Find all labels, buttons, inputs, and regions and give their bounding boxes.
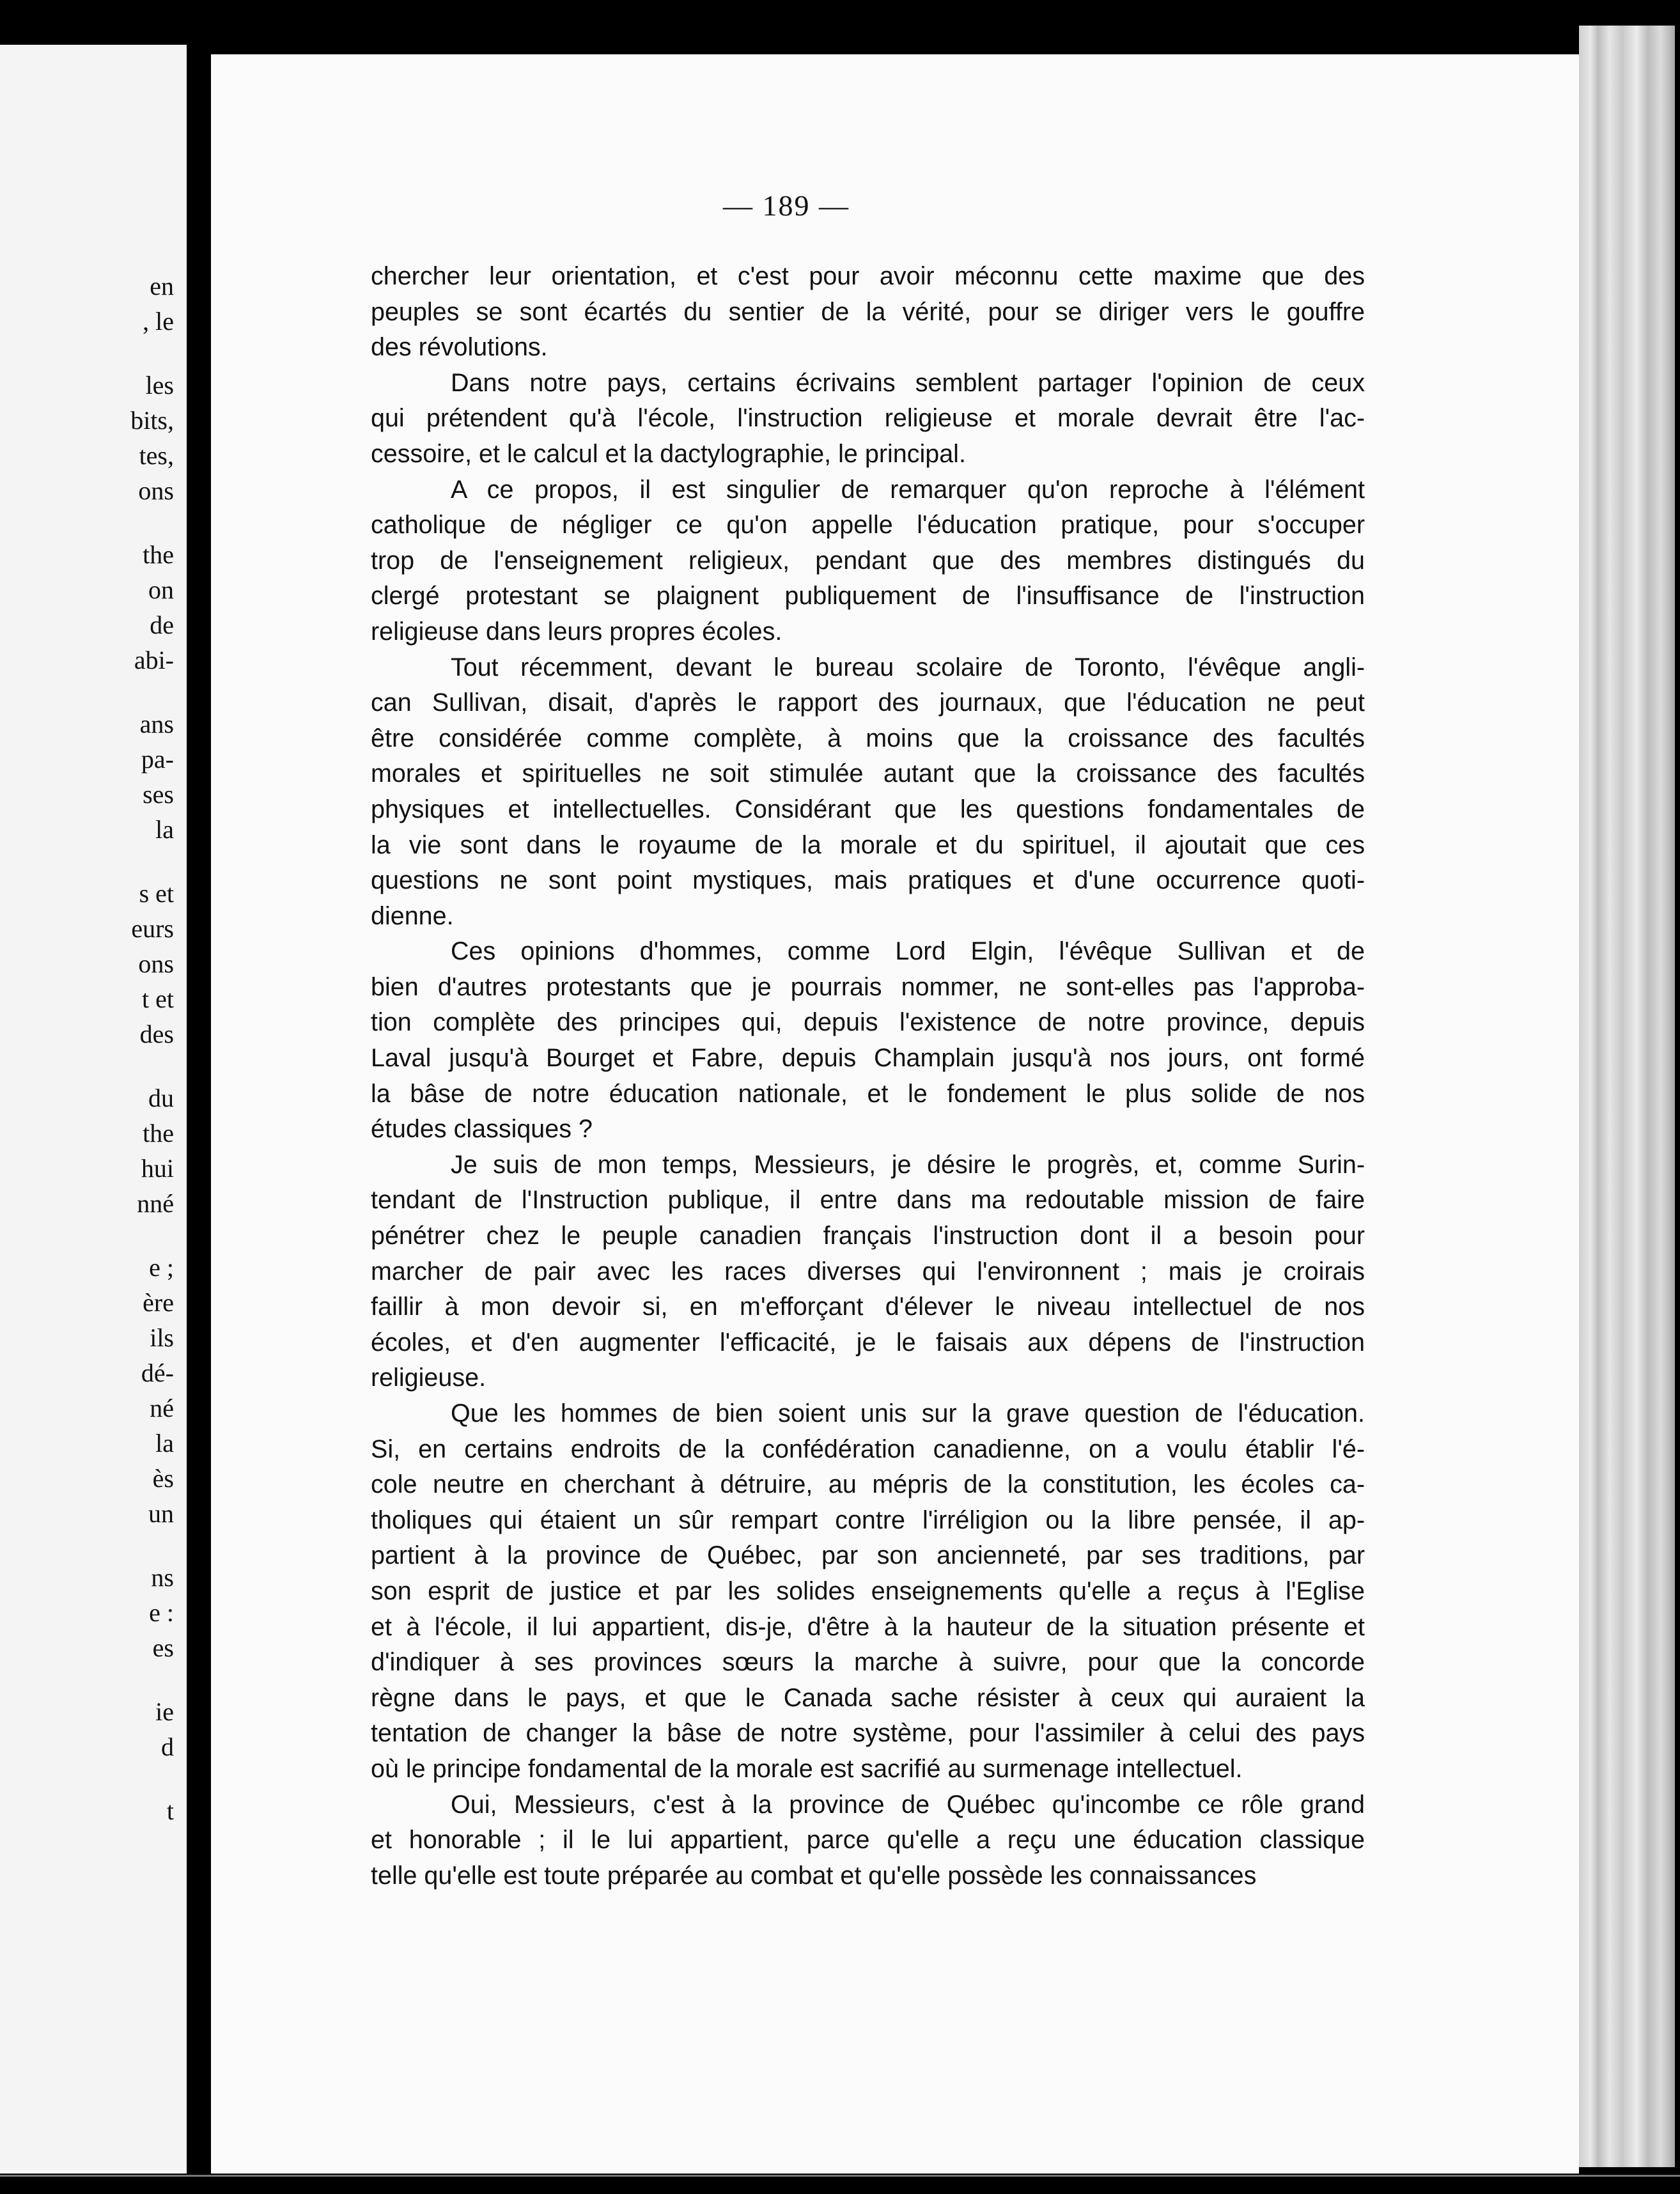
text-line: trop de l'enseignement religieux, pendant que des membres distingués du xyxy=(371,546,1365,575)
text-line: études classiques ? xyxy=(371,1115,593,1144)
fragment-line: ons xyxy=(138,476,174,505)
fragment-line: la xyxy=(155,815,174,844)
text-line: Si, en certains endroits de la confédération canadienne, on a voulu établir l'é- xyxy=(371,1435,1365,1463)
text-line: tholiques qui étaient un sûr rempart contre l'irréligion ou la libre pensée, il ap- xyxy=(371,1505,1365,1534)
fragment-line: pa- xyxy=(141,745,174,774)
fragment-line: on xyxy=(148,575,174,604)
text-line: Que les hommes de bien soient unis sur la grave question de l'éducation. xyxy=(451,1399,1365,1428)
text-line: et à l'école, il lui appartient, dis-je, d'être à la hauteur de la situation présente et xyxy=(371,1612,1365,1641)
text-line: des révolutions. xyxy=(371,333,548,362)
text-line: A ce propos, il est singulier de remarquer qu'on reproche à l'élément xyxy=(451,475,1365,504)
fragment-line: , le xyxy=(143,307,174,336)
fragment-line: ans xyxy=(139,710,174,738)
fragment-line: ie xyxy=(155,1697,174,1726)
fragment-line: t et xyxy=(142,984,174,1013)
fragment-line: les xyxy=(145,371,174,400)
text-line: bien d'autres protestants que je pourrais nommer, ne sont-elles pas l'approba- xyxy=(371,972,1365,1001)
fragment-line: ons xyxy=(138,949,174,978)
text-line: Dans notre pays, certains écrivains semblent partager l'opinion de ceux xyxy=(451,368,1365,397)
text-line: physiques et intellectuelles. Considérant que les questions fondamentales de xyxy=(371,795,1365,823)
paragraph xyxy=(371,259,1365,366)
text-line: Je suis de mon temps, Messieurs, je désire le progrès, et, comme Surin- xyxy=(451,1150,1365,1179)
text-line: la vie sont dans le royaume de la morale et du spirituel, il ajoutait que ces xyxy=(371,830,1365,859)
fragment-line: t xyxy=(166,1796,174,1825)
text-line: religieuse dans leurs propres écoles. xyxy=(371,617,782,646)
text-line: cessoire, et le calcul et la dactylographie, le principal. xyxy=(371,439,966,468)
text-line: morales et spirituelles ne soit stimulée autant que la croissance des facultés xyxy=(371,759,1365,788)
paragraph xyxy=(371,1396,1365,1787)
fragment-line: tes, xyxy=(139,441,174,470)
fragment-line: e : xyxy=(149,1598,174,1627)
fragment-gap xyxy=(8,678,174,706)
fragment-line: né xyxy=(150,1394,174,1422)
paragraph xyxy=(371,934,1365,1148)
text-line: faillir à mon devoir si, en m'efforçant d'élever le niveau intellectuel de nos xyxy=(371,1293,1365,1321)
fragment-line: ès xyxy=(152,1464,174,1493)
fragment-gap xyxy=(8,1531,174,1560)
fragment-line: dé- xyxy=(141,1358,174,1387)
text-line: marcher de pair avec les races diverses qui l'environnent ; mais je croirais xyxy=(371,1257,1365,1286)
fragment-line: e ; xyxy=(149,1253,174,1282)
text-line: être considérée comme complète, à moins que la croissance des facultés xyxy=(371,724,1365,752)
fragment-line: d xyxy=(161,1732,174,1761)
fragment-gap xyxy=(8,1764,174,1793)
text-line: can Sullivan, disait, d'après le rapport des journaux, que l'éducation ne peut xyxy=(371,689,1365,717)
fragment-line: nné xyxy=(137,1189,174,1218)
text-line: où le principe fondamental de la morale est sacrifié au surmenage intellectuel. xyxy=(371,1754,1243,1783)
fragment-line: bits, xyxy=(130,406,174,435)
fragment-line: du xyxy=(148,1084,174,1112)
text-line: peuples se sont écartés du sentier de la vérité, pour se diriger vers le gouffre xyxy=(371,297,1365,326)
fragment-line: ns xyxy=(151,1563,174,1592)
fragment-gap xyxy=(8,339,174,368)
fragment-line: des xyxy=(139,1020,174,1048)
left-facing-page-fragment xyxy=(0,45,187,2174)
text-line: d'indiquer à ses provinces sœurs la marche à suivre, pour que la concorde xyxy=(371,1648,1365,1677)
text-line: clergé protestant se plaignent publiquement de l'insuffisance de l'instruction xyxy=(371,582,1365,611)
page-edges xyxy=(1579,26,1675,2167)
text-line: règne dans le pays, et que le Canada sache résister à ceux qui auraient la xyxy=(371,1683,1365,1712)
text-line: dienne. xyxy=(371,901,454,930)
left-page-line-endings xyxy=(8,268,174,1828)
text-line: la bâse de notre éducation nationale, et le fondement le plus solide de nos xyxy=(371,1079,1365,1108)
fragment-line: ère xyxy=(143,1288,174,1317)
text-line: partient à la province de Québec, par son ancienneté, par ses traditions, par xyxy=(371,1541,1365,1570)
text-line: tentation de changer la bâse de notre système, pour l'assimiler à celui des pays xyxy=(371,1719,1365,1748)
fragment-line: un xyxy=(148,1499,174,1528)
fragment-line: eurs xyxy=(131,914,174,943)
fragment-line: the xyxy=(143,540,174,569)
text-line: Ces opinions d'hommes, comme Lord Elgin, l'évêque Sullivan et de xyxy=(451,937,1365,966)
fragment-gap xyxy=(8,1052,174,1080)
paragraph xyxy=(371,366,1365,472)
fragment-line: hui xyxy=(141,1154,174,1183)
paragraph xyxy=(371,472,1365,650)
paragraph xyxy=(371,1148,1365,1396)
fragment-gap xyxy=(8,508,174,537)
fragment-line: s et xyxy=(139,879,174,908)
text-line: telle qu'elle est toute préparée au combat et qu'elle possède les connaissances xyxy=(371,1861,1257,1890)
text-line: pénétrer chez le peuple canadien français l'instruction dont il a besoin pour xyxy=(371,1222,1365,1250)
fragment-line: de xyxy=(150,611,174,639)
fragment-line: the xyxy=(143,1119,174,1148)
fragment-line: es xyxy=(152,1633,174,1662)
fragment-line: la xyxy=(155,1429,174,1458)
text-line: Tout récemment, devant le bureau scolaire de Toronto, l'évêque angli- xyxy=(451,653,1365,681)
text-line: son esprit de justice et par les solides enseignements qu'elle a reçus à l'Eglise xyxy=(371,1576,1365,1605)
fragment-gap xyxy=(8,1665,174,1694)
fragment-gap xyxy=(8,847,174,876)
paragraph xyxy=(371,1787,1365,1894)
fragment-gap xyxy=(8,1221,174,1250)
text-line: chercher leur orientation, et c'est pour avoir méconnu cette maxime que des xyxy=(371,262,1365,290)
text-line: catholique de négliger ce qu'on appelle l'éducation pratique, pour s'occuper xyxy=(371,511,1365,540)
text-line: tion complète des principes qui, depuis l'existence de notre province, depuis xyxy=(371,1008,1365,1037)
scan-bottom-edge xyxy=(0,2175,1680,2177)
paragraph xyxy=(371,650,1365,935)
text-line: religieuse. xyxy=(371,1364,486,1392)
text-line: tendant de l'Instruction publique, il entre dans ma redoutable mission de faire xyxy=(371,1186,1365,1215)
fragment-line: ils xyxy=(150,1323,174,1352)
text-line: qui prétendent qu'à l'école, l'instruction religieuse et morale devrait être l'ac- xyxy=(371,404,1365,433)
text-line: écoles, et d'en augmenter l'efficacité, je le faisais aux dépens de l'instruction xyxy=(371,1328,1365,1357)
page-number: — 189 — xyxy=(723,189,850,222)
text-line: Oui, Messieurs, c'est à la province de Québec qu'incombe ce rôle grand xyxy=(451,1790,1365,1819)
fragment-line: ses xyxy=(143,780,174,809)
text-line: et honorable ; il le lui appartient, parce qu'elle a reçu une éducation classique xyxy=(371,1826,1365,1855)
fragment-line: abi- xyxy=(134,646,174,674)
text-line: cole neutre en cherchant à détruire, au mépris de la constitution, les écoles ca- xyxy=(371,1470,1365,1499)
text-line: questions ne sont point mystiques, mais pratiques et d'une occurrence quoti- xyxy=(371,866,1365,895)
body-text xyxy=(371,259,1365,1894)
fragment-line: en xyxy=(150,272,174,300)
book-page xyxy=(211,54,1579,2174)
text-line: Laval jusqu'à Bourget et Fabre, depuis Champlain jusqu'à nos jours, ont formé xyxy=(371,1044,1365,1073)
